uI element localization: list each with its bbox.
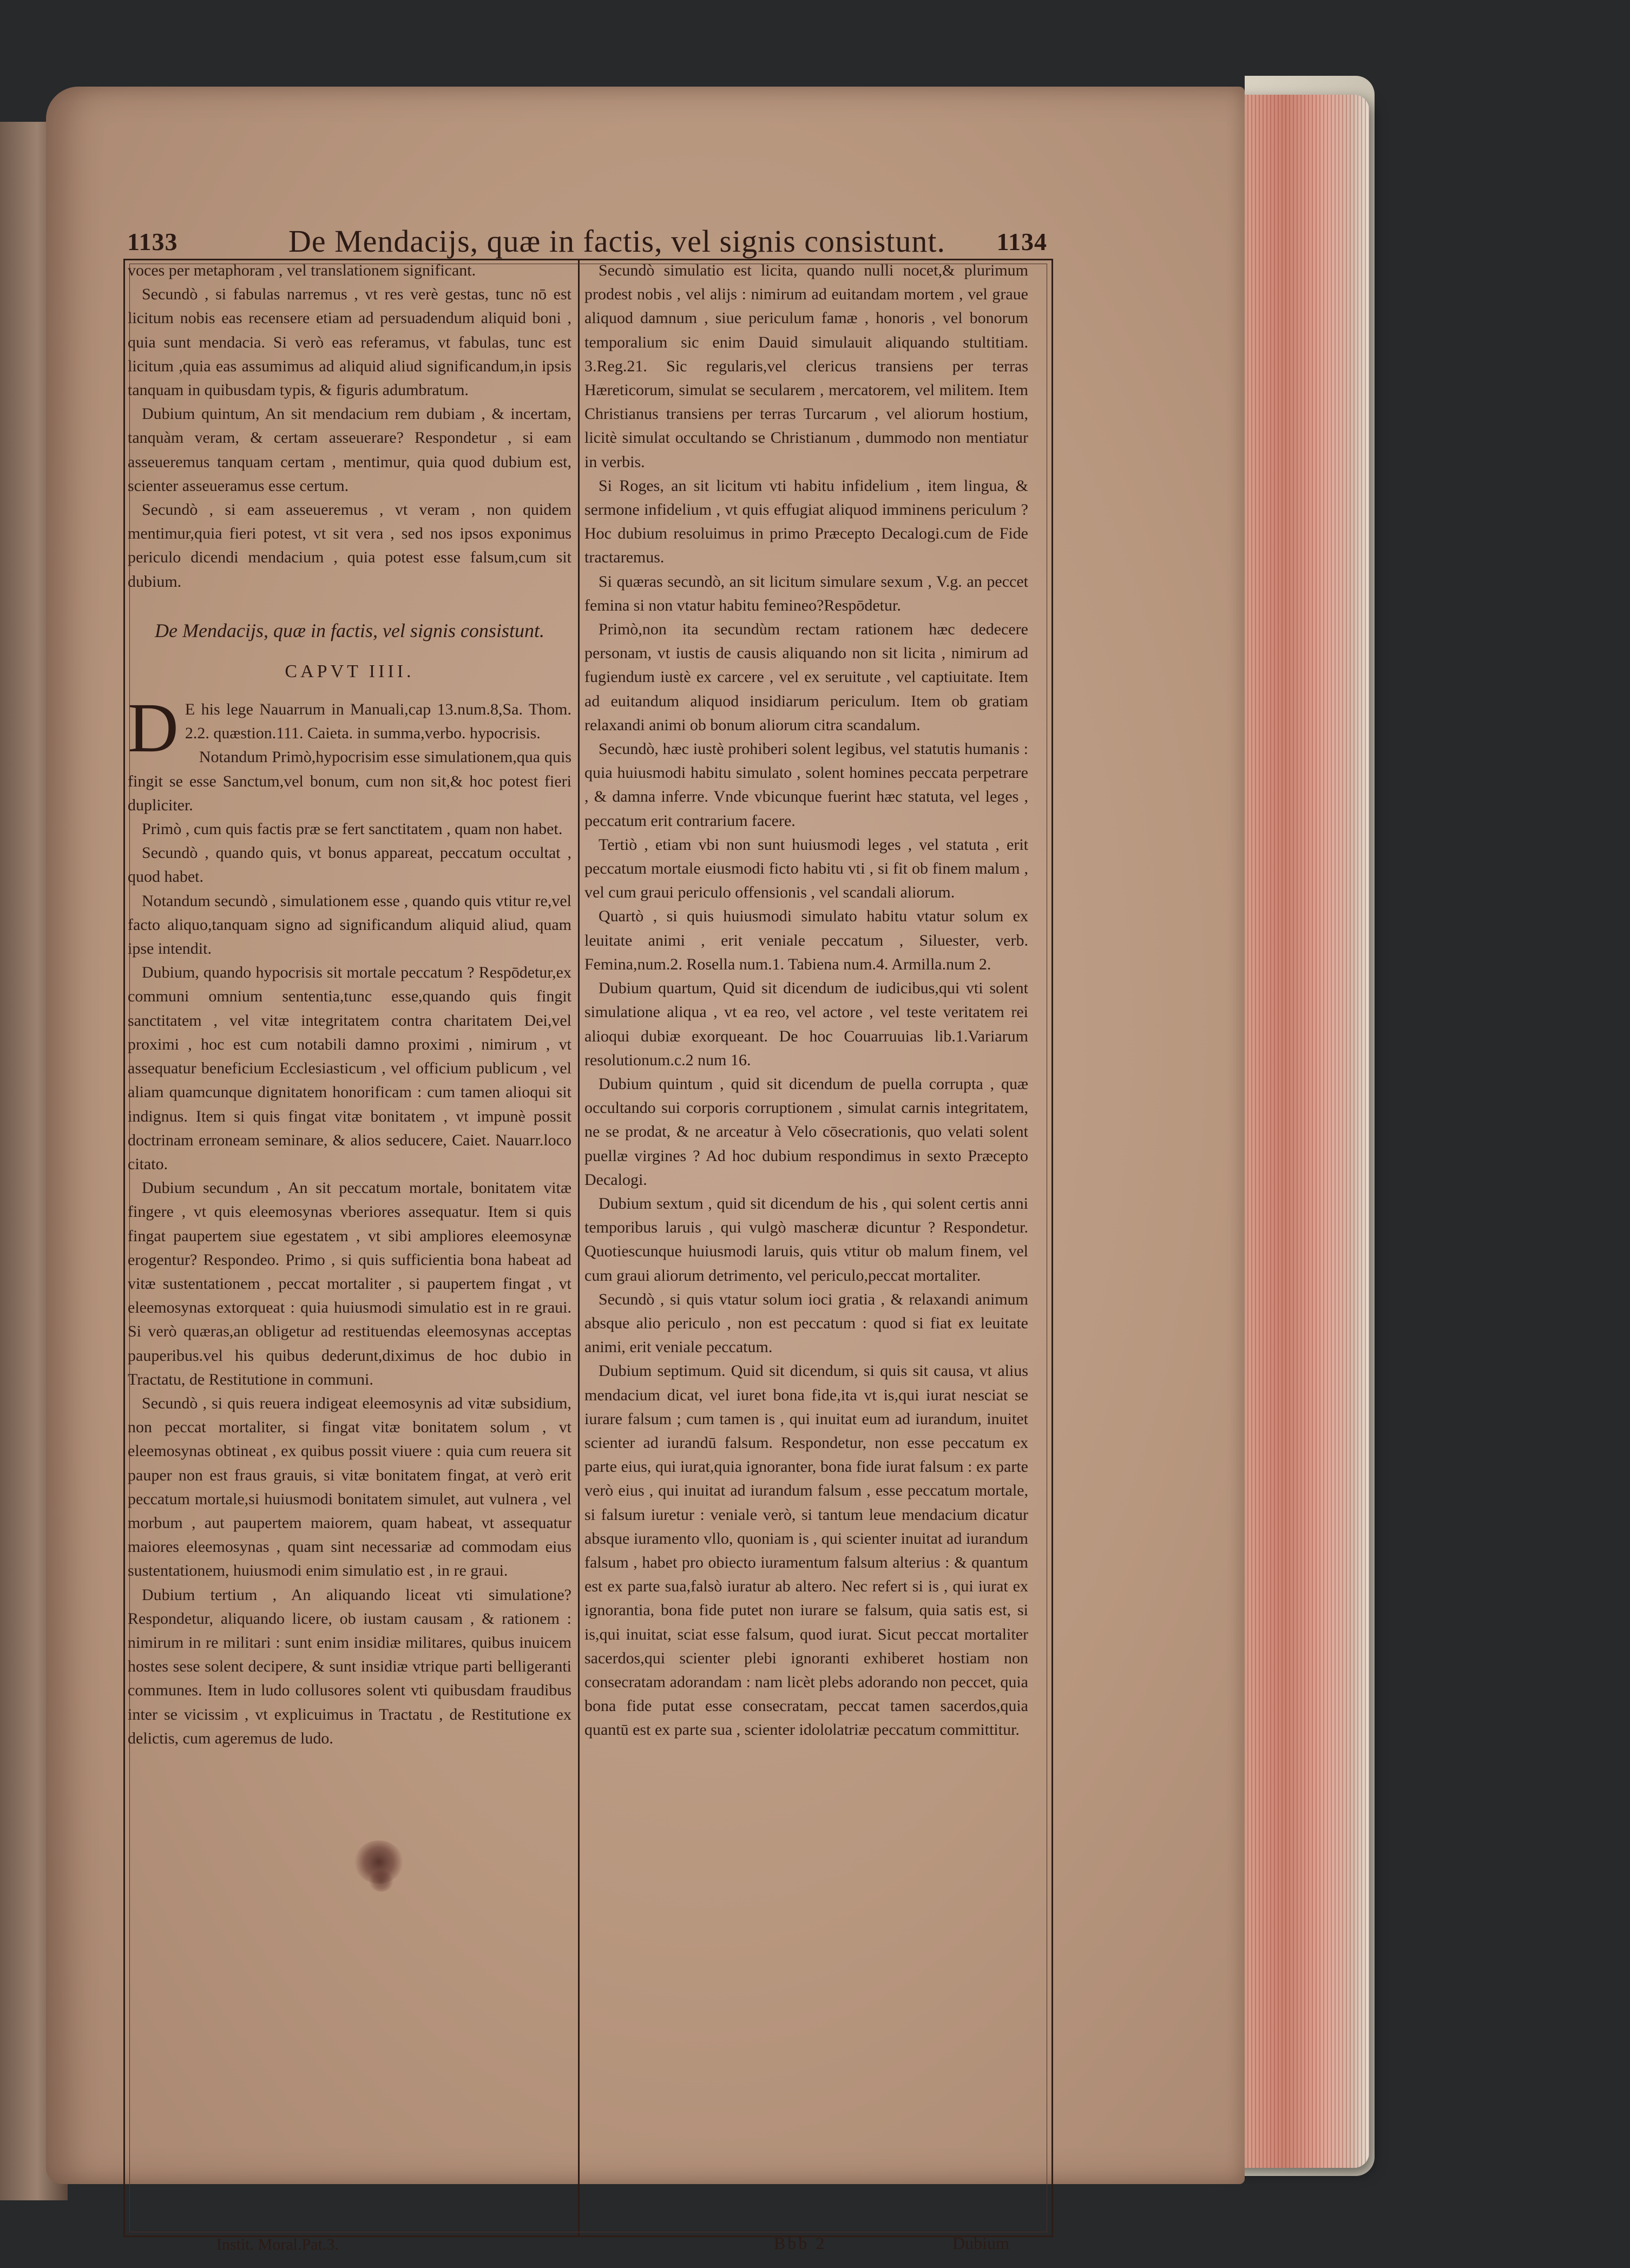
left-column: [128, 259, 571, 2229]
right-column: [584, 259, 1028, 2229]
paragraph: Dubium quartum, Quid sit dicendum de iudicibus,qui vti solent simulatione aliqua , vt ea reo, vel actore , vel teste veritatem rei alioqui dubiæ exorqueant. De hoc Couarruuias lib.1.Variarum resolutionum.c.2 num 16.: [584, 979, 1028, 1069]
chapter-heading: CAPVT IIII.: [285, 661, 415, 681]
paragraph: Si Roges, an sit licitum vti habitu infidelium , item lingua, & sermone infidelium , vt quis effugiat aliquod imminens periculum ? Hoc dubium resoluimus in primo Præcepto Decalogi.cum de Fide tractaremus.: [584, 476, 1028, 567]
paragraph: Dubium tertium , An aliquando liceat vti simulatione? Respondetur, aliquando licere, ob iustam causam , & rationem : nimirum in re militari : sunt enim insidiæ militares, quibus inuicem hostes sese solent decipere, & sunt insidiæ vtrique parti belligeranti communes. Item in ludo collusores solent vti quibusdam fraudibus inter se vicissim , vt explicuimus in Tractatu , de Restitutione ex delictis, cum ageremus de ludo.: [128, 1585, 571, 1747]
paragraph: Secundò , quando quis, vt bonus appareat, peccatum occultat , quod habet.: [128, 844, 571, 886]
paragraph: Dubium sextum , quid sit dicendum de his , qui solent certis anni temporibus laruis , qui vulgò mascheræ dicuntur ? Respondetur. Quotiescunque huiusmodi laruis, quis vtitur ob malum finem, vel cum graui aliorum detrimento, vel periculo,peccat mortaliter.: [584, 1194, 1028, 1284]
folio-number-right: 1134: [996, 228, 1047, 255]
running-header: [124, 223, 1050, 261]
section-title: De Mendacijs, quæ in factis, vel signis consistunt.: [155, 619, 544, 641]
paragraph: Secundò simulatio est licita, quando nulli nocet,& plurimum prodest nobis , vel alijs : nimirum ad euitandam mortem , vel graue aliquod damnum , siue periculum famæ , honoris , vel bonorum temporalium sic enim Dauid simulauit aliquando stultitiam. 3.Reg.21. Sic regularis,vel clericus transiens per terras Hæreticorum, simulat se secularem , mercatorem, vel militem. Item Christianus transiens per terras Turcarum , vel aliorum hostium, licitè simulat occultando se Christianum , dummodo non mentiatur in verbis.: [584, 261, 1028, 471]
paragraph: Tertiò , etiam vbi non sunt huiusmodi leges , vel statuta , erit peccatum mortale eiusmodi ficto habitu vti , si fit ob finem malum , vel cum graui periculo offensionis , vel scandali aliorum.: [584, 835, 1028, 902]
paragraph: Dubium, quando hypocrisis sit mortale peccatum ? Respōdetur,ex communi omnium sententia,tunc esse,quando quis fingit sanctitatem , vel vitæ integritatem contra charitatem Dei,vel proximi , hoc est cum notabili damno proximi , nimirum , vt assequatur beneficium Ecclesiasticum , vel officium publicum , vel aliam quamcunque dignitatem honorificam : cum tamen alioqui sit indignus. Item si quis fingat vitæ bonitatem , vt impunè possit doctrinam erroneam seminare, & alios seducere, Caiet. Nauarr.loco citato.: [128, 963, 571, 1173]
catchword: Dubium: [952, 2233, 1009, 2253]
footer-title: Instit. Moral.Pat.3.: [216, 2236, 339, 2253]
folio-number-left: 1133: [127, 228, 178, 255]
paragraph: Si quæras secundò, an sit licitum simulare sexum , V.g. an peccet femina si non vtatur habitu femineo?Respōdetur.: [584, 572, 1028, 614]
drop-cap: D: [128, 689, 179, 768]
paragraph: Notandum Primò,hypocrisim esse simulationem,qua quis fingit se esse Sanctum,vel bonum, cum non sit,& hoc potest fieri dupliciter.: [128, 748, 571, 814]
page-edges: [1228, 95, 1369, 2168]
paragraph-text: E his lege Nauarrum in Manuali,cap 13.num.8,Sa. Thom. 2.2. quæstion.111. Caieta. in summa,verbo. hypocrisis.: [185, 700, 571, 743]
running-title: De Mendacijs, quæ in factis, vel signis consistunt.: [288, 224, 946, 259]
paragraph: Primò,non ita secundùm rectam rationem hæc dedecere personam, vt iustis de causis aliquando non sit licita , nimirum ad fugiendum iustè ex carcere , vel ex seruitute , vel captiuitate. Item ad euitandum aliquod insidiarum periculum. Item ob gratiam relaxandi animi ob bonum aliorum citra scandalum.: [584, 620, 1028, 734]
paragraph: Secundò, hæc iustè prohiberi solent legibus, vel statutis humanis : quia huiusmodi habitu simulato , solent homines peccata perpetrare , & damna inferre. Vnde vbicunque fuerint hæc statuta, vel leges , peccatum erit contrarium facere.: [584, 740, 1028, 830]
paragraph: Dubium septimum. Quid sit dicendum, si quis sit causa, vt alius mendacium dicat, vel iuret bona fide,ita vt is,qui iurat nesciat se iurare falsum ; cum tamen is , qui inuitat eum ad iurandum, inuitet scienter ad iurandū falsum. Respondetur, non esse peccatum ex parte eius, qui iurat,quia ignoranter, bona fide iurat falsum : ex parte verò eius , qui inuitat ad iurandum falsum , esse peccatum mortale, si falsum iuretur : veniale verò, si tantum leue mendacium dicatur absque iuramento vllo, quoniam is , qui scienter inuitat ad iurandum falsum , habet pro obiecto iuramentum falsum alterius : & quantum est ex parte sua,falsò iuratur ab altero. Nec refert si is , qui iurat ex ignorantia, bona fide putet non iurare se falsum, quia satis est, si is,qui inuitat, sciat esse falsum, quod iurat. Sicut peccat mortaliter sacerdos,qui scienter plebi ignoranti exhiberet hostiam non consecratam adorandam : nam licèt plebs adorando non peccet, quia bona fide putat esse consecratam, peccat tamen sacerdos,quia quantū est ex parte sua , scienter idololatriæ peccatum committitur.: [584, 1362, 1028, 1739]
signature-mark: Bbb 2: [774, 2233, 827, 2253]
paragraph: Secundò , si eam asseueremus , vt veram , non quidem mentimur,quia fieri potest, vt sit vera , sed nos ipsos exponimus periculo dicendi mendacium , quia potest esse falsum,cum sit dubium.: [128, 501, 571, 591]
paragraph: Dubium quintum, An sit mendacium rem dubiam , & incertam, tanquàm veram, & certam asseuerare? Respondetur , si eam asseueremus tanquam certam , mentimur, quia quod dubium est, scienter asseueramus esse certum.: [128, 405, 571, 495]
paragraph: Primò , cum quis factis præ se fert sanctitatem , quam non habet.: [142, 820, 563, 838]
paragraph: Notandum secundò , simulationem esse , quando quis vtitur re,vel facto aliquo,tanquam signo ad significandum aliquid aliud, quam ipse intendit.: [128, 892, 571, 958]
paragraph: voces per metaphoram , vel translationem significant.: [128, 261, 476, 279]
paragraph-with-drop-cap: [128, 689, 571, 768]
paragraph: Dubium secundum , An sit peccatum mortale, bonitatem vitæ fingere , vt quis eleemosynas vberiores assequatur. Item si quis fingat paupertem siue egestatem , vt sibi ampliores eleemosynæ erogentur? Respondeo. Primo , si quis sufficientia bona habeat ad vitæ sustentationem , peccat mortaliter , si paupertem fingat , vt eleemosynas extorqueat : quia huiusmodi simulatio est in re graui. Si verò quæras,an obligetur ad restituendas eleemosynas acceptas pauperibus.vel his quibus dederunt,diximus de hoc dubio in Tractatu, de Restitutione in communi.: [128, 1179, 571, 1388]
paragraph: Dubium quintum , quid sit dicendum de puella corrupta , quæ occultando sui corporis corruptionem , simulat carnis integritatem, ne se prodat, & ne arceatur à Velo cōsecrationis, quo velati solent puellæ virgines ? Ad hoc dubium respondimus in sexto Præcepto Decalogi.: [584, 1074, 1028, 1189]
paragraph: Secundò , si quis vtatur solum ioci gratia , & relaxandi animum absque alio periculo , non est peccatum : quod si fiat ex leuitate animi, erit veniale peccatum.: [584, 1290, 1028, 1356]
paragraph: Secundò , si quis reuera indigeat eleemosynis ad vitæ subsidium, non peccat mortaliter, si fingat vitæ bonitatem solum , vt eleemosynas obtineat , ex quibus possit viuere : quia cum reuera sit pauper non est fraus grauis, si vitæ bonitatem fingat, at verò erit peccatum mortale,si huiusmodi bonitatem simulet, aut vulnera , vel morbum , aut paupertem maiorem, quam habeat, vt assequatur maiores eleemosynas , quam sint necessariæ ad commodam eius sustentationem, huiusmodi enim simulatio est , in re graui.: [128, 1394, 571, 1580]
paragraph: Secundò , si fabulas narremus , vt res verè gestas, tunc nō est licitum nobis eas recensere etiam ad persuadendum aliquid boni , quia sunt mendacia. Si verò eas referamus, vt fabulas, tunc est licitum ,quia eas assumimus ad aliquid aliud significandum,in ipsis tanquam in quibusdam typis, & figuris adumbratum.: [128, 285, 571, 399]
paragraph: Quartò , si quis huiusmodi simulato habitu vtatur solum ex leuitate animi , erit veniale peccatum , Siluester, verb. Femina,num.2. Rosella num.1. Tabiena num.4. Armilla.num 2.: [584, 907, 1028, 973]
